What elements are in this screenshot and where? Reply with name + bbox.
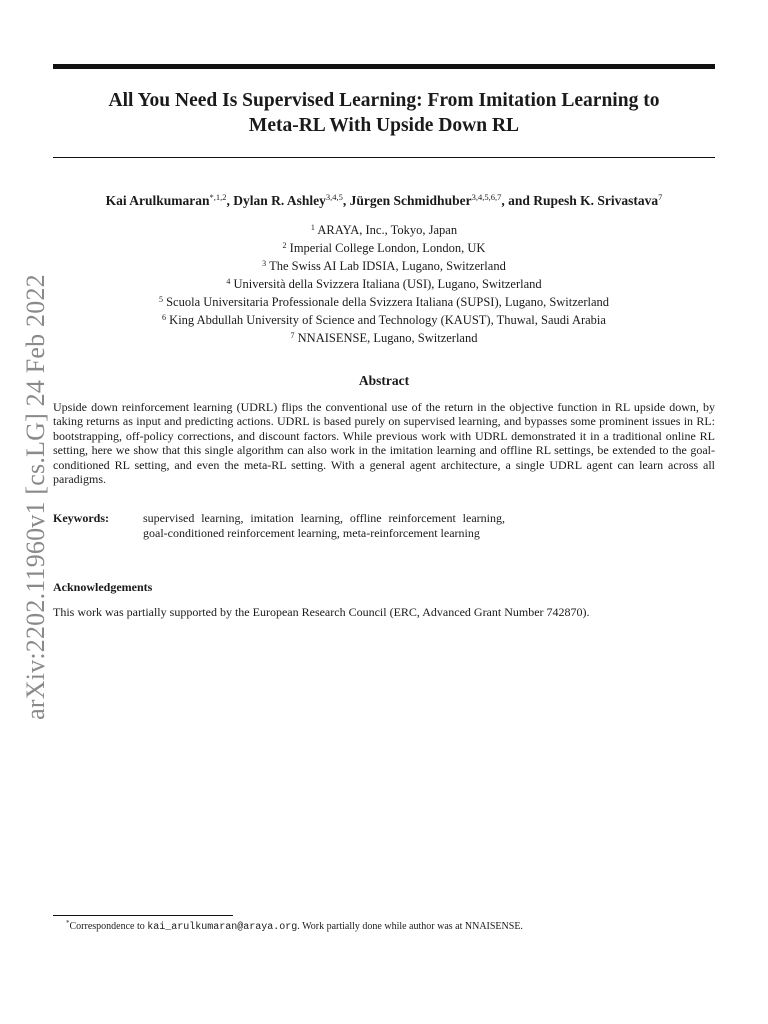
author-separator: , — [226, 193, 234, 208]
author-separator: , — [342, 193, 350, 208]
author-affil-marks: 7 — [658, 192, 663, 202]
title-line-2: Meta-RL With Upside Down RL — [248, 115, 520, 136]
affiliation — [53, 220, 715, 238]
author-name: Kai Arulkumaran — [105, 193, 210, 208]
acknowledgements-text: This work was partially supported by the European Research Council (ERC, Advanced Grant Number 742870). — [53, 605, 590, 619]
author-name: Jürgen Schmidhuber — [349, 193, 472, 208]
author-name: Dylan R. Ashley — [233, 193, 326, 208]
abstract-heading: Abstract — [358, 373, 410, 388]
affiliation-number: 4 — [226, 277, 231, 286]
affiliation-text: NNAISENSE, Lugano, Switzerland — [297, 331, 478, 345]
title-line-1: All You Need Is Supervised Learning: From Imitation Learning to — [108, 90, 660, 111]
affiliation-text: King Abdullah University of Science and Technology (KAUST), Thuwal, Saudi Arabia — [169, 313, 606, 327]
author-separator: , and — [501, 193, 534, 208]
correspondence-email-link[interactable]: kai_arulkumaran@araya.org — [147, 922, 298, 933]
footnote-rule — [53, 915, 233, 916]
affiliation-text: The Swiss AI Lab IDSIA, Lugano, Switzerland — [269, 259, 506, 273]
top-rule — [53, 64, 715, 69]
affiliation-number: 5 — [158, 295, 163, 304]
abstract-text: Upside down reinforcement learning (UDRL) flips the conventional use of the return in the objective function in RL upside down, by taking returns as input and predicting actions. UDRL is based purely on supervised learning, and bypasses some prominent issues in RL: bootstrapping, off-policy corrections, and discount factors. While previous work with UDRL demonstrated it in a traditional online RL setting, here we show that this single algorithm can also work in the imitation learning and offline RL settings, be extended to the goal-conditioned RL setting, and even the meta-RL setting. With a general agent architecture, a single UDRL agent can learn across all paradigms. — [53, 400, 715, 487]
affiliation-number: 6 — [162, 313, 167, 322]
acknowledgements-heading: Acknowledgements — [53, 580, 153, 594]
keywords-text: supervised learning, imitation learning, offline reinforcement learning, goal-conditioned reinforcement learning, meta-reinforcement learning — [143, 511, 505, 540]
affiliation-text: Imperial College London, London, UK — [289, 241, 486, 255]
affiliation — [53, 238, 715, 256]
author-list — [53, 188, 715, 210]
footnote-mark: * — [66, 919, 70, 927]
affiliation — [53, 292, 715, 310]
affiliation — [53, 256, 715, 274]
affiliation-text: Università della Svizzera Italiana (USI), Lugano, Switzerland — [233, 277, 542, 291]
affiliation-text: Scuola Universitaria Professionale della Svizzera Italiana (SUPSI), Lugano, Switzerland — [166, 295, 610, 309]
author-name: Rupesh K. Srivastava — [533, 193, 659, 208]
affiliation — [53, 274, 715, 292]
affiliation-number: 7 — [290, 331, 295, 340]
author-affil-marks: *,1,2 — [209, 192, 227, 202]
affiliation-list — [53, 220, 715, 346]
affiliation-text: ARAYA, Inc., Tokyo, Japan — [317, 223, 458, 237]
affiliation-number: 3 — [262, 259, 267, 268]
keywords-label: Keywords: — [53, 511, 109, 525]
arxiv-stamp: arXiv:2202.11960v1 [cs.LG] 24 Feb 2022 — [21, 274, 50, 720]
affiliation — [53, 310, 715, 328]
footnote-prefix: Correspondence to — [69, 921, 148, 932]
footnote — [66, 919, 523, 933]
affiliation-number: 2 — [282, 241, 287, 250]
paper-title — [53, 88, 715, 138]
affiliation-number: 1 — [310, 223, 315, 232]
author-affil-marks: 3,4,5 — [325, 192, 343, 202]
author-affil-marks: 3,4,5,6,7 — [471, 192, 502, 202]
title-rule — [53, 157, 715, 158]
footnote-suffix: . Work partially done while author was at NNAISENSE. — [297, 921, 523, 932]
affiliation — [53, 328, 715, 346]
